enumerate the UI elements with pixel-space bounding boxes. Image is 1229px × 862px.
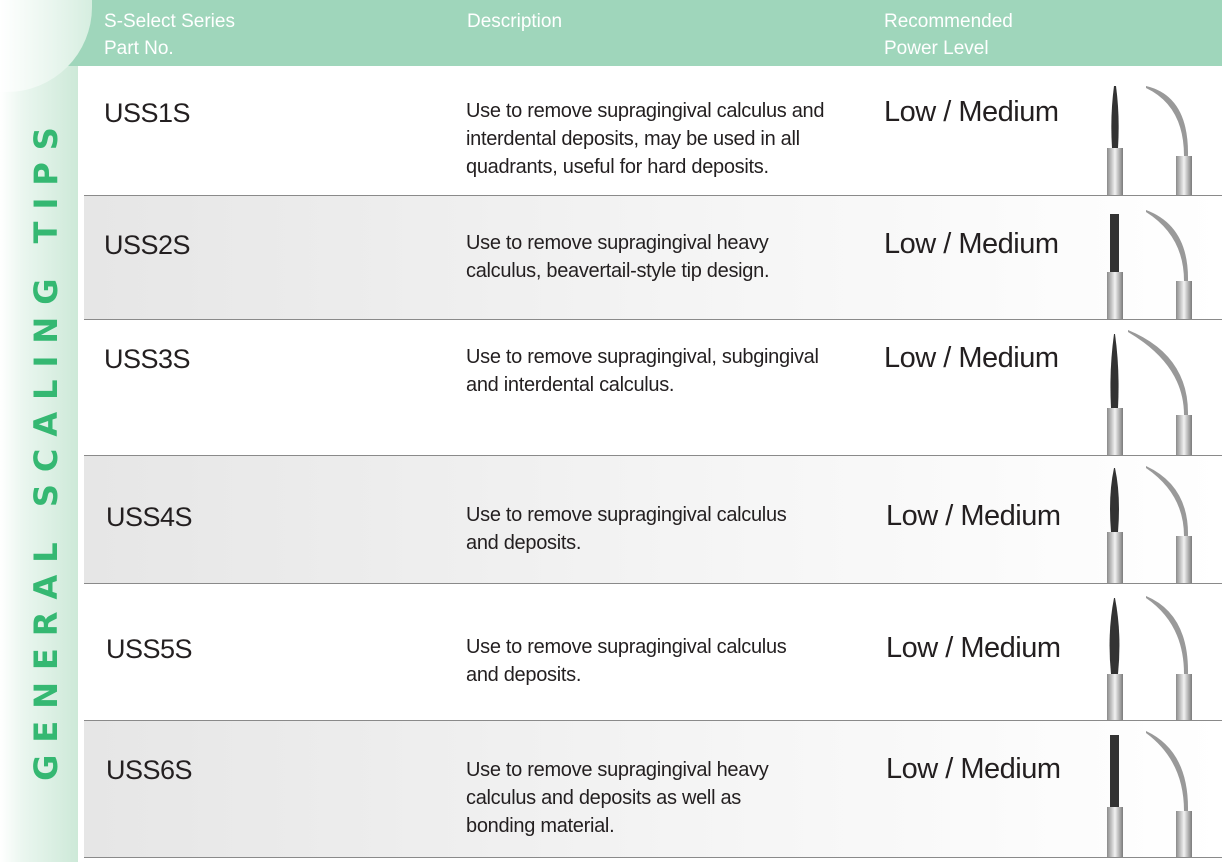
description-line: interdental deposits, may be used in all: [466, 128, 800, 150]
header-part-line1: S-Select Series: [104, 11, 235, 32]
table-row: [84, 721, 1222, 858]
header-power-level: [884, 8, 1013, 62]
description-line: quadrants, useful for hard deposits.: [466, 156, 769, 178]
description: [466, 756, 866, 840]
power-level: Low / Medium: [884, 96, 1059, 128]
table-row: [84, 196, 1222, 320]
beavertail-scaler-tip-icon: [1084, 196, 1224, 319]
description-line: bonding material.: [466, 815, 615, 837]
header-power-line2: Power Level: [884, 38, 989, 59]
pointed-scaler-tip-icon: [1084, 584, 1224, 720]
power-level: Low / Medium: [886, 753, 1061, 785]
tapered-scaler-tip-icon: [1084, 66, 1224, 195]
description-line: Use to remove supragingival heavy: [466, 759, 769, 781]
table-row: [84, 320, 1222, 456]
description-line: Use to remove supragingival, subgingival: [466, 346, 819, 368]
header-corner-curve: [0, 0, 92, 92]
header-part-no: [104, 8, 235, 62]
description: [466, 343, 866, 399]
part-number: USS3S: [104, 344, 191, 374]
description: [466, 501, 866, 557]
description: [466, 97, 866, 181]
description-line: calculus, beavertail-style tip design.: [466, 260, 770, 282]
description-line: Use to remove supragingival calculus: [466, 504, 787, 526]
slim-scaler-tip-icon: [1084, 320, 1224, 455]
part-number: USS6S: [106, 755, 193, 785]
description: [466, 229, 866, 285]
header-power-line1: Recommended: [884, 11, 1013, 32]
section-title-vertical: GENERAL SCALING TIPS: [27, 115, 65, 781]
description-line: and interdental calculus.: [466, 374, 675, 396]
pointed-scaler-tip-icon: [1084, 456, 1224, 583]
description-line: Use to remove supragingival heavy: [466, 232, 769, 254]
description-line: and deposits.: [466, 664, 582, 686]
part-number: USS4S: [106, 502, 193, 532]
table-row: [84, 584, 1222, 721]
power-level: Low / Medium: [886, 632, 1061, 664]
header-part-line2: Part No.: [104, 38, 174, 59]
part-number: USS1S: [104, 98, 191, 128]
part-number: USS2S: [104, 230, 191, 260]
description-line: Use to remove supragingival calculus and: [466, 100, 825, 122]
power-level: Low / Medium: [884, 228, 1059, 260]
header-desc-label: Description: [467, 11, 563, 32]
description-line: and deposits.: [466, 532, 582, 554]
power-level: Low / Medium: [886, 500, 1061, 532]
description-line: Use to remove supragingival calculus: [466, 636, 787, 658]
header-description: [467, 8, 562, 35]
part-number: USS5S: [106, 634, 193, 664]
description: [466, 633, 866, 689]
description-line: calculus and deposits as well as: [466, 787, 741, 809]
flat-scaler-tip-icon: [1084, 721, 1224, 857]
table-row: [84, 456, 1222, 584]
power-level: Low / Medium: [884, 342, 1059, 374]
table-row: [84, 66, 1222, 196]
